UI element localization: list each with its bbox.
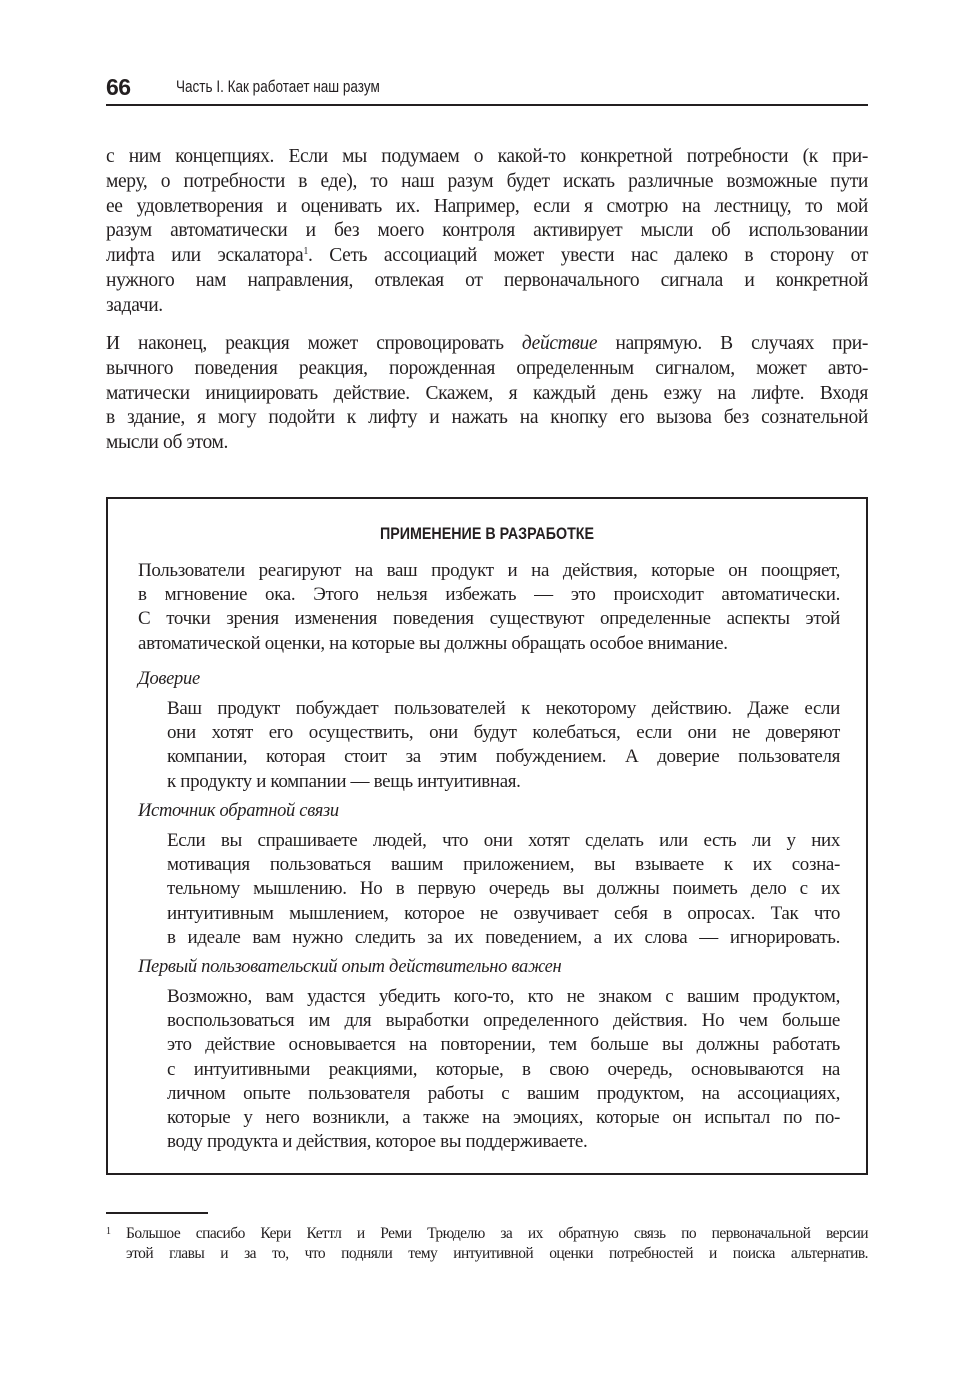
footnote-marker: 1 bbox=[106, 1226, 111, 1237]
text-line: мотивация пользоваться вашим приложением, вы взываете к их созна- bbox=[167, 854, 840, 876]
sidebar-definition-feedback-source bbox=[167, 829, 840, 950]
text-line: они хотят его осуществить, они будут колебаться, если они не доверяют bbox=[167, 722, 840, 744]
text-line: интуитивным мышлением, которое не озвучивает себя в опросах. Так что bbox=[167, 902, 840, 924]
text-line: с интуитивными реакциями, которые, в свою очередь, основываются на bbox=[167, 1058, 840, 1080]
text-line: воспользоваться им для выработки определенного действия. Но чем больше bbox=[167, 1010, 840, 1032]
text-line: личном опыте пользователя работы с вашим продуктом, на ассоциациях, bbox=[167, 1082, 840, 1104]
footnote-reference[interactable]: 1 bbox=[303, 246, 308, 258]
text-line: разум автоматически и без моего контроля активирует мысли об использовании bbox=[106, 220, 868, 242]
text-line: Ваш продукт побуждает пользователей к некоторому действию. Даже если bbox=[167, 698, 840, 719]
text-line: меру, о потребности в еде), то наш разум будет искать различные возможные пути bbox=[106, 170, 868, 192]
text-line: задачи. bbox=[106, 294, 163, 316]
text-line: которые у него возникли, а также на эмоциях, которые он испытал по по- bbox=[167, 1107, 840, 1129]
chapter-title: Часть I. Как работает наш разум bbox=[176, 78, 380, 96]
text-line: в здание, я могу подойти к лифту и нажать на кнопку его вызова без сознательной bbox=[106, 407, 868, 429]
text-line: в идеале вам нужно следить за их поведением, а их слова — игнорировать. bbox=[167, 926, 840, 948]
page-number: 66 bbox=[106, 74, 131, 100]
text-line: воду продукта и действия, которое вы поддерживаете. bbox=[167, 1131, 588, 1153]
text-line: Если вы спрашиваете людей, что они хотят сделать или есть ли у них bbox=[167, 830, 840, 851]
sidebar-title: ПРИМЕНЕНИЕ В РАЗРАБОТКЕ bbox=[379, 524, 595, 543]
text-line: нужного нам направления, отвлекая от первоначального сигнала и конкретной bbox=[106, 269, 868, 291]
running-header bbox=[106, 72, 868, 106]
sidebar-term-trust: Доверие bbox=[138, 669, 200, 689]
sidebar-intro bbox=[138, 559, 840, 656]
text-line: компании, которая стоит за этим побуждением. А доверие пользователя bbox=[167, 746, 840, 768]
text-fragment: . Сеть ассоциаций может увести нас далеко в сторону от bbox=[308, 245, 868, 267]
text-line: мысли об этом. bbox=[106, 432, 229, 454]
text-fragment: напрямую. В случаях при- bbox=[597, 333, 868, 354]
text-line bbox=[106, 332, 868, 357]
text-line bbox=[106, 244, 868, 269]
text-line: этой главы и за то, что подняли тему интуитивной оценки потребностей и поиска альтернатив. bbox=[126, 1245, 868, 1262]
sidebar-box bbox=[106, 497, 868, 1175]
text-line: в мгновение ока. Этого нельзя избежать — это происходит автоматически. bbox=[138, 584, 840, 606]
text-line: к продукту и компании — вещь интуитивная. bbox=[167, 770, 521, 792]
text-line: Большое спасибо Кери Кеттл и Реми Трюделю за их обратную связь по первоначальной версии bbox=[126, 1225, 868, 1242]
text-line: Пользователи реагируют на ваш продукт и на действия, которые он поощряет, bbox=[138, 560, 840, 581]
text-fragment: И наконец, реакция может спровоцировать bbox=[106, 333, 522, 354]
text-line: С точки зрения изменения поведения существуют определенные аспекты этой bbox=[138, 608, 840, 630]
footnote-divider bbox=[106, 1212, 208, 1214]
text-line: тельному мышлению. Но в первую очередь вы должны поиметь дело с их bbox=[167, 878, 840, 900]
text-line: матически инициировать действие. Скажем, я каждый день езжу на лифте. Входя bbox=[106, 382, 868, 404]
text-fragment: лифта или эскалатора bbox=[106, 245, 304, 267]
sidebar-term-feedback-source: Источник обратной связи bbox=[138, 801, 339, 821]
emphasized-word: действие bbox=[521, 333, 598, 354]
footnote-text bbox=[126, 1224, 868, 1264]
sidebar-definition-first-experience bbox=[167, 985, 840, 1154]
body-paragraph-1 bbox=[106, 145, 868, 319]
sidebar-term-first-experience: Первый пользовательский опыт действительно важен bbox=[138, 957, 562, 977]
sidebar-definition-trust bbox=[167, 697, 840, 794]
text-line: ее удовлетворения и оценивать их. Например, если я смотрю на лестницу, то мой bbox=[106, 195, 868, 217]
text-line: Возможно, вам удастся убедить кого-то, кто не знаком с вашим продуктом, bbox=[167, 986, 840, 1007]
text-line: вычного поведения реакция, порожденная определенным сигналом, может авто- bbox=[106, 357, 868, 379]
body-paragraph-2 bbox=[106, 332, 868, 456]
text-line: с ним концепциях. Если мы подумаем о какой-то конкретной потребности (к при- bbox=[106, 146, 868, 167]
text-line: автоматической оценки, на которые вы должны обращать особое внимание. bbox=[138, 632, 728, 654]
text-line: это действие основывается на повторении, тем больше вы должны работать bbox=[167, 1034, 840, 1056]
